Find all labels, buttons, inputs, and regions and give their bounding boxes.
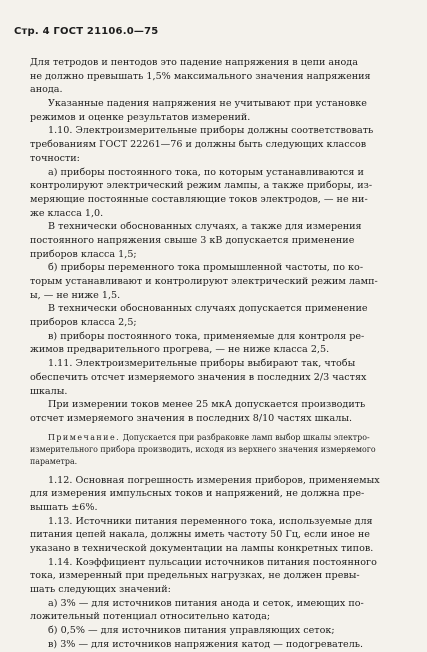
text-line: для измерения импульсных токов и напряжений, не должна пре- [30,488,365,500]
text-line: В технически обоснованных случаях допускается применение [48,303,368,315]
text-line: 1.14. Коэффициент пульсации источников питания постоянного [48,556,377,568]
note-text: параметра. [30,456,78,466]
text-line: анода. [30,84,63,96]
text-line: Для тетродов и пентодов это падение напряжения в цепи анода [30,57,358,68]
text-line: 1.11. Электроизмерительные приборы выбирают так, чтобы [48,358,356,370]
text-line: торым устанавливают и контролируют электрический режим ламп- [30,276,378,287]
text-line: шать следующих значений: [30,584,171,596]
paragraph [30,330,402,357]
note-text: измерительного прибора производить, исходя из верхнего значения измеряемого [30,444,376,454]
text-line: шкалы. [30,385,68,397]
text-line: б) 0,5% — для источников питания управляющих сеток; [48,625,335,637]
paragraph [30,302,402,329]
document-body [30,56,402,652]
text-line: тока, измеренный при предельных нагрузках, не должен превы- [30,570,360,582]
text-line: приборов класса 2,5; [30,317,137,329]
paragraph [30,597,402,624]
text-line: а) 3% — для источников питания анода и сеток, имеющих по- [48,597,364,609]
text-line: б) приборы переменного тока промышленной частоты, по ко- [48,262,364,274]
paragraph [30,624,402,638]
text-line: ы, — не ниже 1,5. [30,289,121,301]
text-line: вышать ±6%. [30,501,98,513]
text-line: точности: [30,152,80,164]
text-line: постоянного напряжения свыше 3 кВ допускается применение [30,234,355,246]
text-line: обеспечить отсчет измеряемого значения в последних 2/3 частях [30,371,367,383]
text-line: а) приборы постоянного тока, по которым устанавливаются и [48,166,364,178]
paragraph [30,398,402,425]
paragraph [30,474,402,515]
note-line [30,444,402,456]
paragraph [30,220,402,261]
paragraph [30,556,402,597]
text-line: не должно превышать 1,5% максимального значения напряжения [30,70,371,82]
text-line: указано в технической документации на лампы конкретных типов. [30,543,374,554]
text-line: режимов и оценке результатов измерений. [30,111,251,123]
text-line: ложительный потенциал относительно катода; [30,611,271,623]
text-line: Указанные падения напряжения не учитывают при установке [48,98,367,110]
paragraph [30,357,402,398]
text-line: 1.13. Источники питания переменного тока, используемые для [48,515,373,527]
text-line: питания цепей накала, должны иметь частоту 50 Гц, если иное не [30,529,370,541]
text-line: жимов предварительного прогрева, — не ниже класса 2,5. [30,344,330,356]
note-text: Допускается при разбраковке ламп выбор шкалы электро- [122,432,370,442]
note-block [30,432,402,468]
paragraph [30,97,402,124]
text-line: контролируют электрический режим лампы, а также приборы, из- [30,180,373,192]
text-line: в) приборы постоянного тока, применяемые для контроля ре- [48,330,365,342]
note-line [30,432,402,444]
text-line: же класса 1,0. [30,207,104,219]
paragraph [30,56,402,97]
note-line [30,456,402,468]
text-line: В технически обоснованных случаях, а также для измерения [48,221,362,233]
paragraph [30,124,402,165]
text-line: в) 3% — для источников напряжения катод — подогреватель. [48,638,364,650]
text-line: 1.10. Электроизмерительные приборы должны соответствовать [48,125,374,137]
text-line: отсчет измеряемого значения в последних 8/10 частях шкалы. [30,412,353,424]
paragraph [30,166,402,221]
paragraph [30,638,402,652]
page-header: Стр. 4 ГОСТ 21106.0—75 [14,26,159,37]
paragraph [30,515,402,556]
paragraph [30,261,402,302]
text-line: При измерении токов менее 25 мкА допускается производить [48,399,366,411]
text-line: требованиям ГОСТ 22261—76 и должны быть следующих классов [30,139,367,151]
text-line: 1.12. Основная погрешность измерения приборов, применяемых [48,474,380,486]
text-line: меряющие постоянные составляющие токов электродов, — не ни- [30,193,368,205]
note-label: Примечание. [48,432,121,442]
text-line: приборов класса 1,5; [30,248,137,260]
